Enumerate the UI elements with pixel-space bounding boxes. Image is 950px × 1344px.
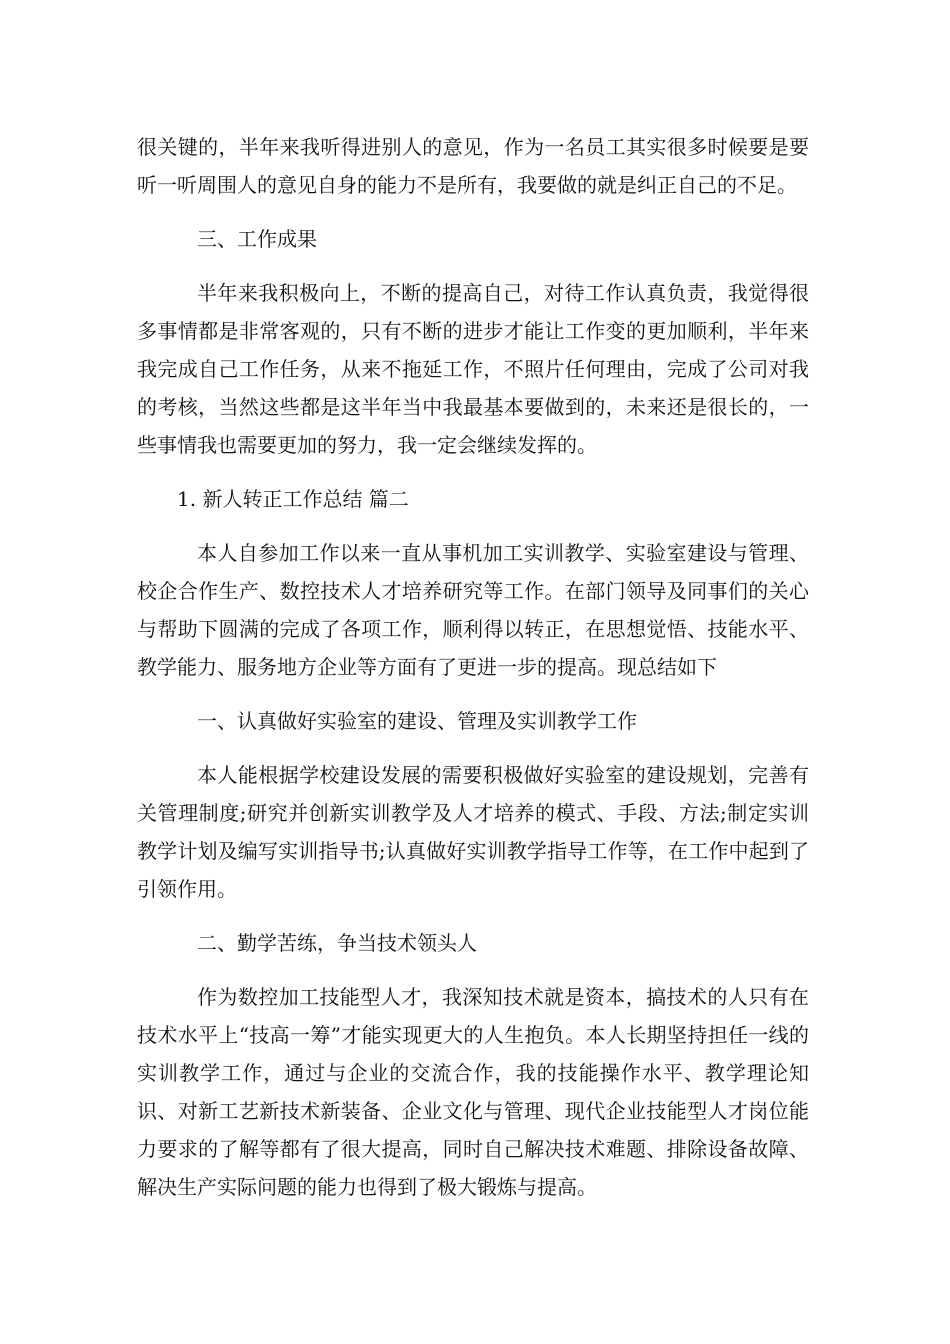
heading-work-results: 三、工作成果 xyxy=(197,227,317,251)
paragraph-introduction: 本人自参加工作以来一直从事机加工实训教学、实验室建设与管理、校企合作生产、数控技术人才培养研究等工作。在部门领导及同事们的关心与帮助下圆满的完成了各项工作，顺利得以转正，在思想觉悟、技能水平、教学能力、服务地方企业等方面有了更进一步的提高。现总结如下 xyxy=(137,541,809,679)
paragraph-continued: 很关键的，半年来我听得进别人的意见，作为一名员工其实很多时候要是要听一听周围人的意见自身的能力不是所有，我要做的就是纠正自己的不足。 xyxy=(137,135,809,197)
document-title-part-two: 1. 新人转正工作总结 篇二 xyxy=(177,487,409,511)
paragraph-study-hard: 作为数控加工技能型人才，我深知技术就是资本，搞技术的人只有在技术水平上“技高一筹”才能实现更大的人生抱负。本人长期坚持担任一线的实训教学工作，通过与企业的交流合作，我的技能操作水平、教学理论知识、对新工艺新技术新装备、企业文化与管理、现代企业技能型人才岗位能力要求的了解等都有了很大提高，同时自己解决技术难题、排除设备故障、解决生产实际问题的能力也得到了极大锻炼与提高。 xyxy=(137,985,809,1199)
heading-lab-work: 一、认真做好实验室的建设、管理及实训教学工作 xyxy=(197,709,637,733)
document-body xyxy=(137,128,809,1222)
heading-study-hard: 二、勤学苦练，争当技术领头人 xyxy=(197,931,477,955)
paragraph-work-results: 半年来我积极向上，不断的提高自己，对待工作认真负责，我觉得很多事情都是非常客观的，只有不断的进步才能让工作变的更加顺利，半年来我完成自己工作任务，从来不拖延工作，不照片任何理由，完成了公司对我的考核，当然这些都是这半年当中我最基本要做到的，未来还是很长的，一些事情我也需要更加的努力，我一定会继续发挥的。 xyxy=(137,281,809,457)
paragraph-lab-work: 本人能根据学校建设发展的需要积极做好实验室的建设规划，完善有关管理制度;研究并创新实训教学及人才培养的模式、手段、方法;制定实训教学计划及编写实训指导书;认真做好实训教学指导工作等，在工作中起到了引领作用。 xyxy=(137,763,809,901)
